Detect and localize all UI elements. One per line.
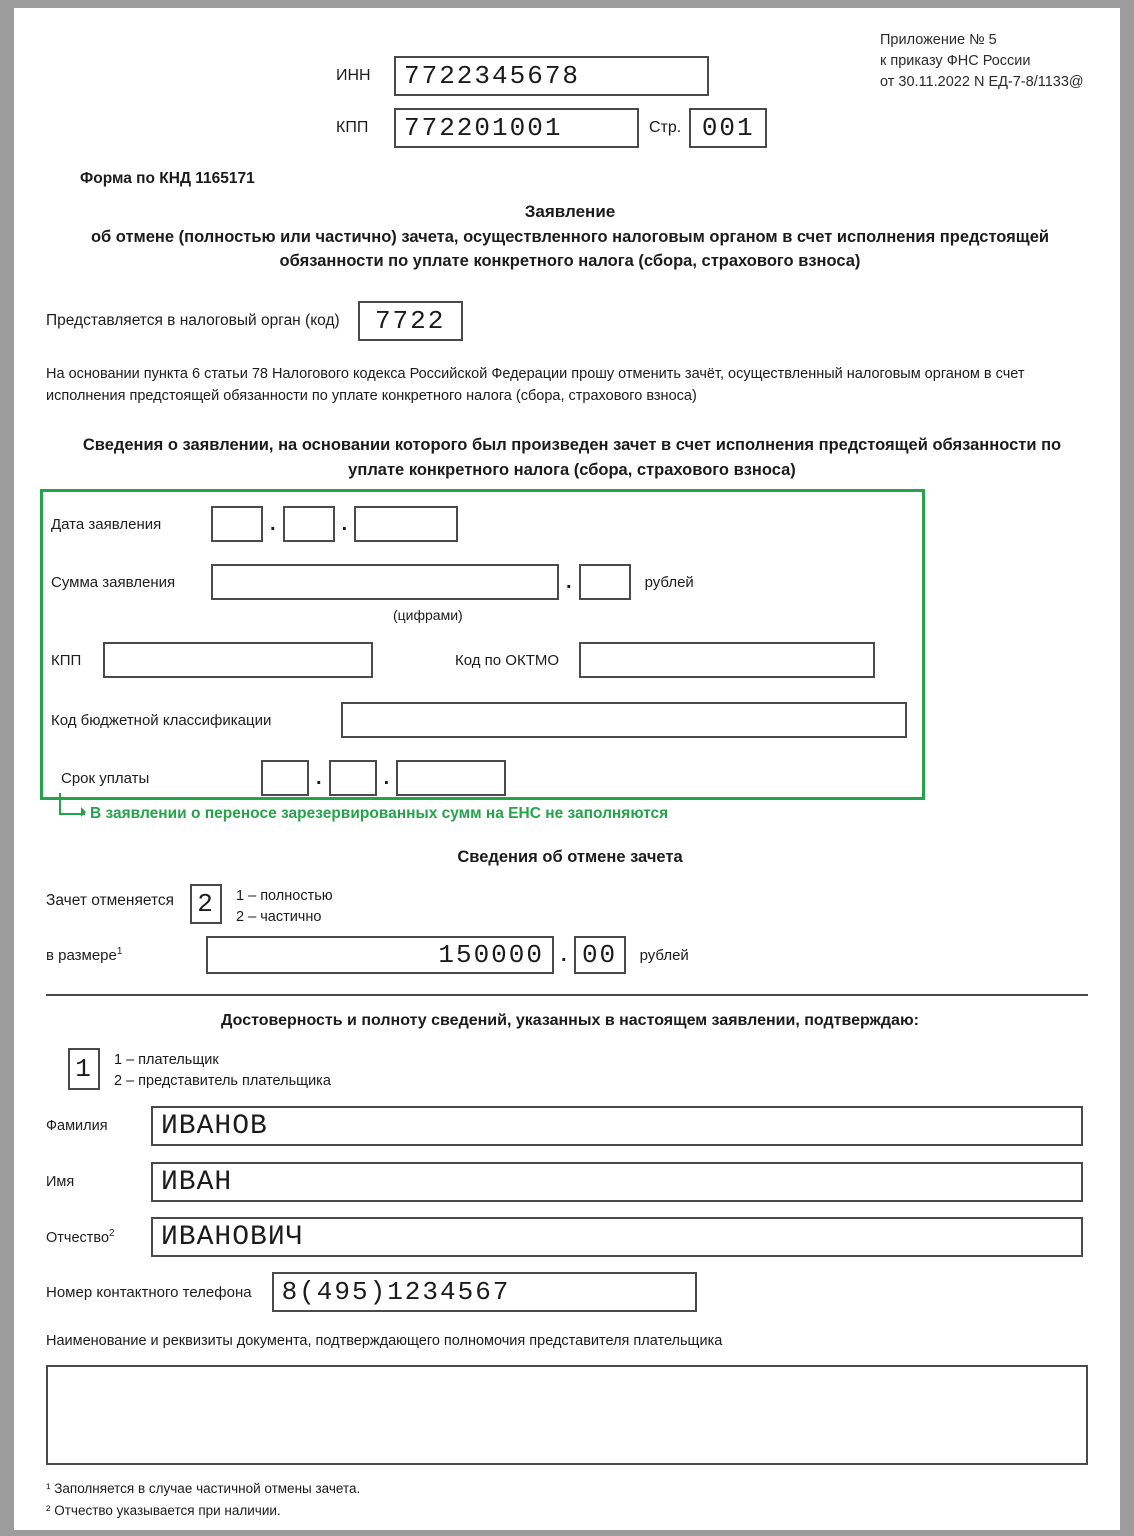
appendix-reference <box>880 30 1084 93</box>
kbk-field[interactable] <box>341 702 907 738</box>
inn-field[interactable]: 7722345678 <box>394 56 709 96</box>
application-sum-label: Сумма заявления <box>51 573 176 591</box>
page-number-field[interactable]: 001 <box>689 108 767 148</box>
payment-due-label: Срок уплаты <box>61 769 150 787</box>
signer-options <box>114 1048 331 1092</box>
application-date-month-field[interactable] <box>283 506 335 542</box>
kpp-label: КПП <box>336 119 369 136</box>
application-sum-rubles-field[interactable] <box>211 564 559 600</box>
page-number-label: Стр. <box>649 119 682 136</box>
phone-row <box>46 1272 697 1312</box>
surname-row <box>46 1106 1083 1146</box>
digits-hint: (цифрами) <box>393 607 463 623</box>
knd-form-code: Форма по КНД 1165171 <box>80 170 255 187</box>
surname-field[interactable]: ИВАНОВ <box>151 1106 1083 1146</box>
annotation-arrow-icon <box>59 793 85 815</box>
application-date-day-field[interactable] <box>211 506 263 542</box>
application-kpp-field[interactable] <box>103 642 373 678</box>
firstname-field[interactable]: ИВАН <box>151 1162 1083 1202</box>
patronymic-field[interactable]: ИВАНОВИЧ <box>151 1217 1083 1257</box>
firstname-label: Имя <box>46 1174 75 1190</box>
section-divider <box>46 994 1088 996</box>
date-separator-dot: . <box>270 513 276 535</box>
application-info-block <box>40 489 925 800</box>
annotation-text: В заявлении о переносе зарезервированных сумм на ЕНС не заполняются <box>90 805 669 822</box>
signer-option-2: 2 – представитель плательщика <box>114 1073 331 1090</box>
application-kpp-label: КПП <box>51 651 82 669</box>
signer-option-1: 1 – плательщик <box>114 1052 219 1068</box>
footnote-1: ¹ Заполняется в случае частичной отмены зачета. <box>46 1481 361 1496</box>
payment-due-month-field[interactable] <box>329 760 377 796</box>
patronymic-label: Отчество$^2$ <box>46 1228 115 1246</box>
appendix-line-2: к приказу ФНС России <box>880 53 1031 70</box>
legal-basis-text: На основании пункта 6 статьи 78 Налогового кодекса Российской Федерации прошу отменить зачёт, осуществленный налоговым органом в счет исполнения предстоящей обязанности по уплате конкретного налога (сбора, страхового взноса) <box>46 366 1025 405</box>
application-info-heading: Сведения о заявлении, на основании которого был произведен зачет в счет исполнения предстоящей обязанности по уплате конкретного налога (сбора, страхового взноса) <box>82 436 1062 479</box>
authority-document-label: Наименование и реквизиты документа, подтверждающего полномочия представителя плательщика <box>46 1333 723 1349</box>
cancellation-type-field[interactable]: 2 <box>190 884 222 924</box>
date-separator-dot: . <box>316 767 322 789</box>
decimal-separator-dot: . <box>566 571 572 593</box>
phone-label: Номер контактного телефона <box>46 1283 252 1301</box>
application-sum-row <box>51 564 694 600</box>
footnotes <box>46 1478 360 1523</box>
application-date-year-field[interactable] <box>354 506 458 542</box>
cancellation-amount-rubles-field[interactable]: 150000 <box>206 936 554 974</box>
application-kpp-oktmo-row <box>51 642 875 678</box>
rubles-word: рублей <box>639 946 689 964</box>
date-separator-dot: . <box>341 513 348 535</box>
kpp-field[interactable]: 772201001 <box>394 108 639 148</box>
payment-due-year-field[interactable] <box>396 760 506 796</box>
rubles-word: рублей <box>644 573 694 591</box>
application-sum-kopecks-field[interactable] <box>579 564 631 600</box>
signer-type-row <box>68 1048 331 1092</box>
footnote-2: ² Отчество указывается при наличии. <box>46 1503 281 1519</box>
application-date-row <box>51 506 458 542</box>
payment-due-day-field[interactable] <box>261 760 309 796</box>
cancellation-amount-kopecks-field[interactable]: 00 <box>574 936 626 974</box>
payment-due-row <box>61 760 506 796</box>
application-date-label: Дата заявления <box>51 515 162 533</box>
confirmation-heading: Достоверность и полноту сведений, указанных в настоящем заявлении, подтверждаю: <box>221 1012 919 1029</box>
appendix-line-3: от 30.11.2022 N ЕД-7-8/1133@ <box>880 74 1084 91</box>
appendix-line-1: Приложение № 5 <box>880 32 997 48</box>
inn-label: ИНН <box>336 67 371 84</box>
cancellation-amount-row <box>46 936 689 974</box>
page-title <box>50 202 1090 274</box>
cancellation-option-2: 2 – частично <box>236 909 322 926</box>
oktmo-label: Код по ОКТМО <box>455 651 560 669</box>
cancellation-option-1: 1 – полностью <box>236 888 333 904</box>
tax-authority-code-field[interactable]: 7722 <box>358 301 463 341</box>
firstname-row <box>46 1162 1083 1202</box>
cancellation-type-label: Зачет отменяется <box>46 892 175 909</box>
tax-authority-label: Представляется в налоговый орган (код) <box>46 312 340 329</box>
amount-footnote-marker: 1 <box>116 946 123 957</box>
title-subtitle: об отмене (полностью или частично) зачета, осуществленного налоговым органом в счет исполнения предстоящей обязанности по уплате конкретного налога (сбора, страхового взноса) <box>90 228 1050 270</box>
kpp-row <box>336 108 767 148</box>
date-separator-dot: . <box>383 767 390 789</box>
kbk-label: Код бюджетной классификации <box>51 711 272 729</box>
form-page <box>14 8 1120 1530</box>
tax-authority-row <box>46 301 463 341</box>
oktmo-field[interactable] <box>579 642 875 678</box>
cancellation-amount-label: в размере$^1$ <box>46 946 123 964</box>
kbk-row <box>51 702 907 738</box>
title-main: Заявление <box>524 202 616 221</box>
cancellation-type-row <box>46 884 333 928</box>
cancellation-options <box>236 884 333 928</box>
cancellation-heading: Сведения об отмене зачета <box>457 848 683 866</box>
surname-label: Фамилия <box>46 1118 108 1134</box>
decimal-separator-dot: . <box>561 944 567 966</box>
inn-row <box>336 56 709 96</box>
signer-type-field[interactable]: 1 <box>68 1048 100 1090</box>
patronymic-row <box>46 1217 1083 1257</box>
patronymic-footnote-marker: 2 <box>109 1228 115 1240</box>
phone-field[interactable]: 8(495)1234567 <box>272 1272 697 1312</box>
authority-document-field[interactable] <box>46 1365 1088 1465</box>
